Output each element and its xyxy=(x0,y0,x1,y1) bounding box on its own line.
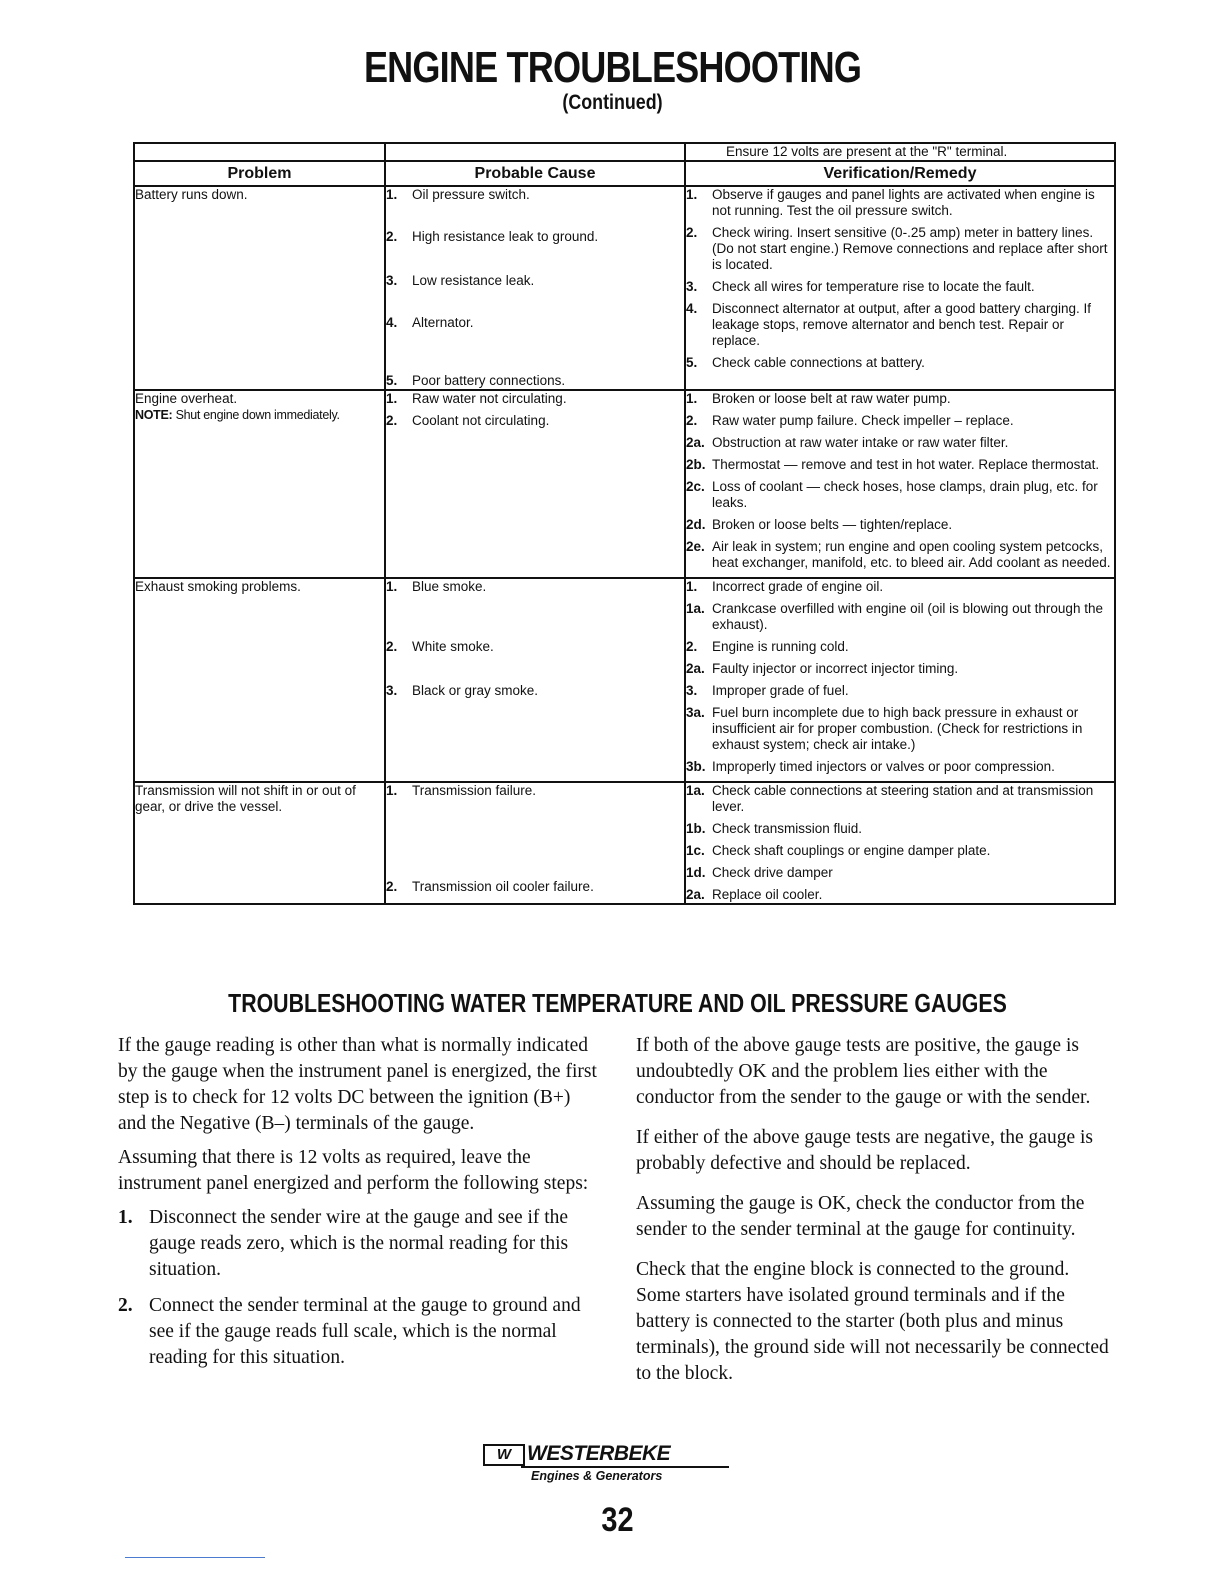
paragraph: If either of the above gauge tests are negative, the gauge is probably defective and should be replaced. xyxy=(636,1127,1093,1174)
cause-cell xyxy=(385,782,685,904)
header-cause: Probable Cause xyxy=(385,161,685,186)
list-item: 1a. Crankcase overfilled with engine oil (oil is blowing out through the exhaust). xyxy=(686,601,1103,632)
list-item: 2. Engine is running cold. xyxy=(686,639,849,654)
list-item: 1a. Check cable connections at steering station and at transmission lever. xyxy=(686,783,1094,814)
list-item: 1b. Check transmission fluid. xyxy=(686,821,863,836)
page-subtitle: (Continued) xyxy=(562,91,663,114)
list-item: 4. Alternator. xyxy=(386,315,474,330)
list-item: 1. Blue smoke. xyxy=(386,579,487,594)
logo-brand: WESTERBEKE xyxy=(527,1442,671,1465)
paragraph: Check that the engine block is connected to the ground. Some starters have isolated ground terminals and if the battery is connected to the starter (both plus and minus terminals), the ground side will not necessarily be connected to the block. xyxy=(636,1259,1109,1384)
problem-cell xyxy=(134,390,385,578)
gauge-steps-list xyxy=(118,1205,603,1371)
table-row xyxy=(134,186,1115,390)
list-item: 2. Connect the sender terminal at the gauge to ground and see if the gauge reads full scale, which is the normal reading for this situation. xyxy=(118,1295,581,1368)
problem-note: NOTE: Shut engine down immediately. xyxy=(135,408,340,422)
list-item: 1. Incorrect grade of engine oil. xyxy=(686,579,884,594)
list-item: 2a. Replace oil cooler. xyxy=(686,887,823,902)
logo-tagline: Engines & Generators xyxy=(531,1469,663,1483)
list-item: 2. White smoke. xyxy=(386,639,494,654)
list-item: 3. Low resistance leak. xyxy=(386,273,535,288)
list-item: 3. Black or gray smoke. xyxy=(386,683,539,698)
table-row xyxy=(134,782,1115,904)
remedy-cell xyxy=(685,390,1115,578)
gauges-heading: TROUBLESHOOTING WATER TEMPERATURE AND OIL PRESSURE GAUGES xyxy=(228,988,1007,1018)
problem-text: Exhaust smoking problems. xyxy=(135,579,301,594)
table-header-row xyxy=(134,161,1115,186)
list-item: 2d. Broken or loose belts — tighten/replace. xyxy=(686,517,953,532)
list-item: 2. Coolant not circulating. xyxy=(386,413,550,428)
list-item: 2. High resistance leak to ground. xyxy=(386,229,599,244)
problem-text: Transmission will not shift in or out of gear, or drive the vessel. xyxy=(135,783,356,814)
cause-cell xyxy=(385,578,685,782)
gauges-right-column xyxy=(636,1033,1116,1395)
list-item: 2. Raw water pump failure. Check impeller – replace. xyxy=(686,413,1014,428)
problem-text: Engine overheat. xyxy=(135,391,238,406)
remedy-cell xyxy=(685,186,1115,390)
header-problem: Problem xyxy=(134,161,385,186)
list-item: 3. Check all wires for temperature rise to locate the fault. xyxy=(686,279,1035,294)
list-item: 5. Poor battery connections. xyxy=(386,373,566,388)
list-item: 2. Check wiring. Insert sensitive (0-.25 amp) meter in battery lines. (Do not start engine.) Remove connections and replace after short is located. xyxy=(686,225,1108,272)
page-number: 32 xyxy=(601,1501,634,1539)
troubleshooting-table xyxy=(133,142,1116,905)
list-item: 1. Observe if gauges and panel lights are activated when engine is not running. Test the oil pressure switch. xyxy=(686,187,1095,218)
problem-cell xyxy=(134,186,385,390)
list-item: 1d. Check drive damper xyxy=(686,865,833,880)
logo-rule xyxy=(521,1466,729,1468)
list-item: 5. Check cable connections at battery. xyxy=(686,355,925,370)
problem-text: Battery runs down. xyxy=(135,187,248,202)
footer-divider xyxy=(125,1557,265,1558)
paragraph: Assuming that there is 12 volts as required, leave the instrument panel energized and perform the following steps: xyxy=(118,1147,589,1194)
cause-cell xyxy=(385,186,685,390)
list-item: 2c. Loss of coolant — check hoses, hose clamps, drain plug, etc. for leaks. xyxy=(686,479,1098,510)
problem-cell xyxy=(134,782,385,904)
page-title: ENGINE TROUBLESHOOTING xyxy=(363,43,862,92)
paragraph: If both of the above gauge tests are positive, the gauge is undoubtedly OK and the problem lies either with the conductor from the sender to the gauge or with the sender. xyxy=(636,1035,1091,1108)
westerbeke-logo xyxy=(483,1444,753,1484)
cause-cell xyxy=(385,390,685,578)
table-row xyxy=(134,578,1115,782)
list-item: 1. Transmission failure. xyxy=(386,783,537,798)
list-item: 2a. Faulty injector or incorrect injector timing. xyxy=(686,661,959,676)
list-item: 1. Raw water not circulating. xyxy=(386,391,567,406)
list-item: 4. Disconnect alternator at output, after a good battery charging. If leakage stops, remove alternator and bench test. Repair or replace. xyxy=(686,301,1091,348)
paragraph: If the gauge reading is other than what is normally indicated by the gauge when the instrument panel is energized, the first step is to check for 12 volts DC between the ignition (B+) and the Negative (B–) terminals of the gauge. xyxy=(118,1035,597,1134)
logo-mark: W xyxy=(483,1444,525,1466)
list-item: 2e. Air leak in system; run engine and open cooling system petcocks, heat exchanger, manifold, etc. to bleed air. Add coolant as needed. xyxy=(686,539,1111,570)
table-row xyxy=(134,390,1115,578)
list-item: 1. Oil pressure switch. xyxy=(386,187,530,202)
header-remedy: Verification/Remedy xyxy=(685,161,1115,186)
remedy-cell xyxy=(685,578,1115,782)
top-note: Ensure 12 volts are present at the "R" terminal. xyxy=(685,143,1115,161)
list-item: 1c. Check shaft couplings or engine damper plate. xyxy=(686,843,991,858)
table-top-note-row xyxy=(134,143,1115,161)
gauges-left-column xyxy=(118,1033,603,1381)
list-item: 3. Improper grade of fuel. xyxy=(686,683,849,698)
list-item: 3a. Fuel burn incomplete due to high back pressure in exhaust or insufficient air for proper combustion. (Check for restrictions in exhaust system; check air intake.) xyxy=(686,705,1083,752)
remedy-cell xyxy=(685,782,1115,904)
list-item: 2. Transmission oil cooler failure. xyxy=(386,879,594,894)
problem-cell xyxy=(134,578,385,782)
list-item: 1. Broken or loose belt at raw water pump. xyxy=(686,391,951,406)
paragraph: Assuming the gauge is OK, check the conductor from the sender to the sender terminal at the gauge for continuity. xyxy=(636,1193,1085,1240)
list-item: 3b. Improperly timed injectors or valves or poor compression. xyxy=(686,759,1055,774)
list-item: 2b. Thermostat — remove and test in hot water. Replace thermostat. xyxy=(686,457,1100,472)
list-item: 2a. Obstruction at raw water intake or raw water filter. xyxy=(686,435,1009,450)
list-item: 1. Disconnect the sender wire at the gauge and see if the gauge reads zero, which is the normal reading for this situation. xyxy=(118,1207,569,1280)
